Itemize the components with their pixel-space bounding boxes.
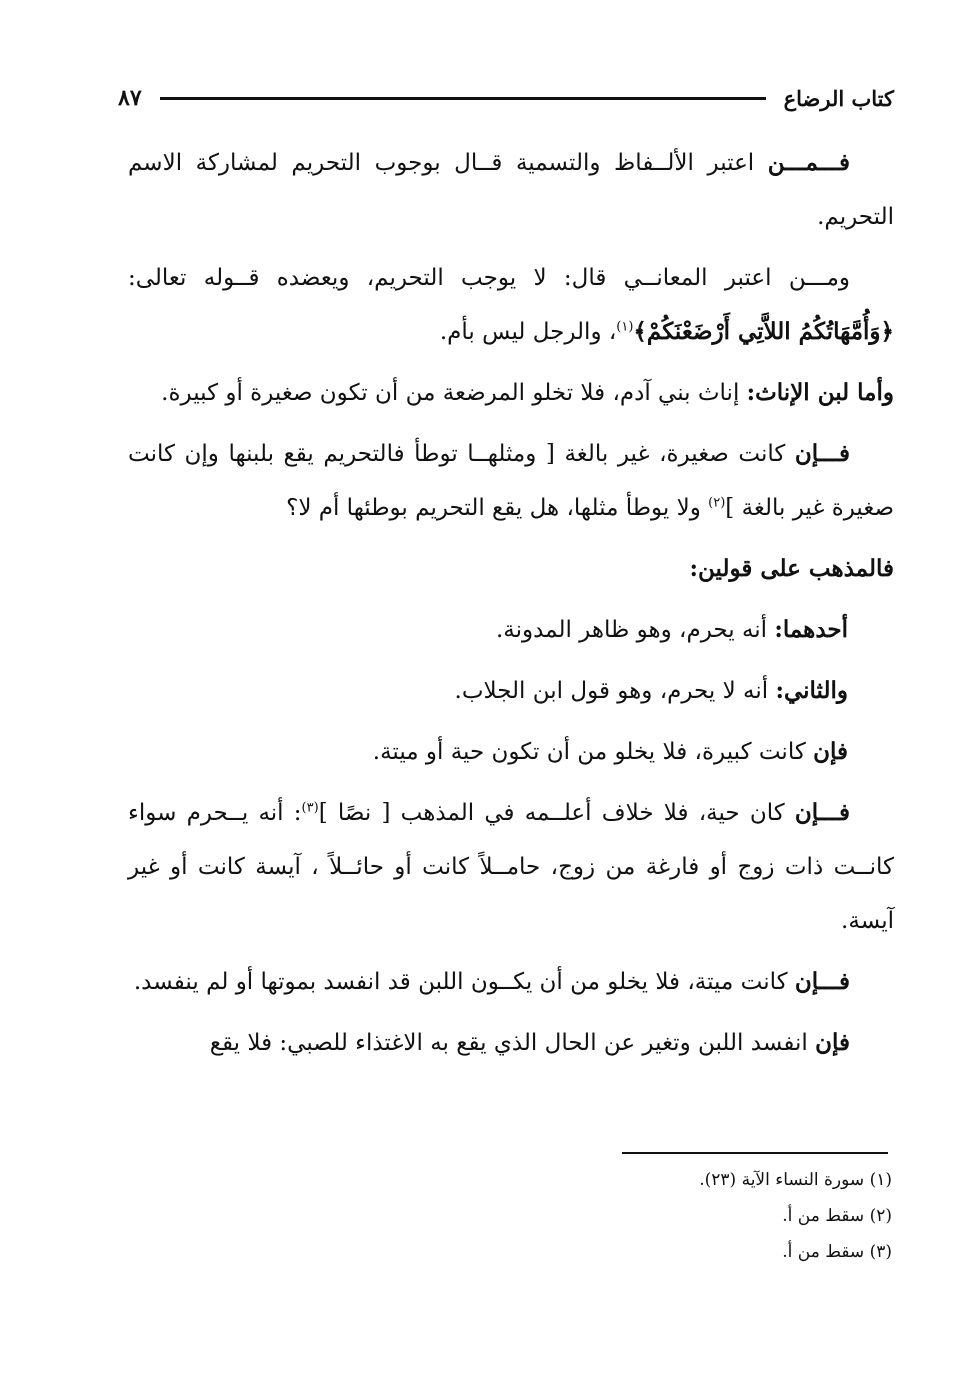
paragraph-lead: ومـــن xyxy=(788,265,850,291)
paragraph-text: اعتبر المعانــي قال: لا يوجب التحريم، ويعضده قــوله تعالى: xyxy=(128,265,789,291)
paragraph-tail: ، والرجل ليس بأم. xyxy=(439,319,617,345)
paragraph-6 xyxy=(128,603,894,657)
running-header xyxy=(118,78,894,118)
paragraph-1 xyxy=(128,136,894,244)
footnote-3: (٣) سقط من أ. xyxy=(782,1242,892,1262)
footnotes xyxy=(500,1162,892,1270)
paragraph-lead: فإن xyxy=(813,738,848,765)
paragraph-lead: فإن xyxy=(815,1029,850,1056)
footnote-ref: (٢) xyxy=(708,495,726,511)
paragraph-7 xyxy=(128,664,894,718)
paragraph-11 xyxy=(128,1016,894,1070)
paragraph-text: إناث بني آدم، فلا تخلو المرضعة من أن تكون صغيرة أو كبيرة. xyxy=(161,380,747,406)
chapter-title: كتاب الرضاع xyxy=(783,85,894,111)
paragraph-2 xyxy=(128,251,894,359)
paragraph-text: كان حية، فلا خلاف أعلــمه في المذهب [ نصًا ] xyxy=(318,800,795,826)
paragraph-text: كانت صغيرة، غير بالغة [ ومثلهــا توطأ فالتحريم يقع بلبنها وإن كانت صغيرة غير بالغة ] xyxy=(128,441,894,521)
paragraph-5 xyxy=(128,542,894,596)
paragraph-lead: فـــمـــن xyxy=(767,149,850,176)
footnote-2: (٢) سقط من أ. xyxy=(782,1206,892,1226)
footnote-ref: (١) xyxy=(616,319,634,335)
paragraph-text: كانت كبيرة، فلا يخلو من أن تكون حية أو ميتة. xyxy=(372,739,814,765)
footnote-1: (١) سورة النساء الآية (٢٣). xyxy=(699,1170,892,1190)
header-rule xyxy=(160,97,766,100)
footnote-rule xyxy=(622,1152,888,1154)
paragraph-lead: فـــإن xyxy=(794,968,850,995)
paragraph-text: أنه لا يحرم، وهو قول ابن الجلاب. xyxy=(454,678,776,704)
page-number: ٨٧ xyxy=(118,85,142,111)
paragraph-tail: : أنه يــحرم سواء كانــت ذات زوج أو فارغة من زوج، حامــلاً كانت أو حائــلاً ، آيسة كانت أو غير آيسة. xyxy=(128,800,894,934)
paragraph-4 xyxy=(128,427,894,535)
paragraph-9 xyxy=(128,786,894,948)
paragraph-lead: أحدهما: xyxy=(774,616,848,643)
paragraph-text: كانت ميتة، فلا يخلو من أن يكــون اللبن قد انفسد بموتها أو لم ينفسد. xyxy=(133,969,795,995)
paragraph-text: أنه يحرم، وهو ظاهر المدونة. xyxy=(495,617,775,643)
paragraph-tail: ولا يوطأ مثلها، هل يقع التحريم بوطئها أم لا؟ xyxy=(286,495,709,521)
footnote-ref: (٣) xyxy=(301,800,319,816)
paragraph-lead: فالمذهب على قولين: xyxy=(689,555,894,582)
paragraph-lead: فـــإن xyxy=(794,799,850,826)
paragraph-text: انفسد اللبن وتغير عن الحال الذي يقع به الاغتذاء للصبي: فلا يقع xyxy=(209,1030,816,1056)
paragraph-3 xyxy=(128,366,894,420)
paragraph-8 xyxy=(128,725,894,779)
quran-verse: ﴿وَأُمَّهَاتُكُمُ اللاَّتِي أَرْضَعْنَكُمْ﴾ xyxy=(633,318,894,345)
paragraph-text: اعتبر الألــفاظ والتسمية قــال بوجوب التحريم لمشاركة الاسم التحريم. xyxy=(128,150,894,230)
paragraph-lead: وأما لبن الإناث: xyxy=(746,379,894,406)
paragraph-10 xyxy=(128,955,894,1009)
main-text xyxy=(128,136,894,1077)
paragraph-lead: والثاني: xyxy=(775,677,848,704)
paragraph-lead: فـــإن xyxy=(794,440,850,467)
